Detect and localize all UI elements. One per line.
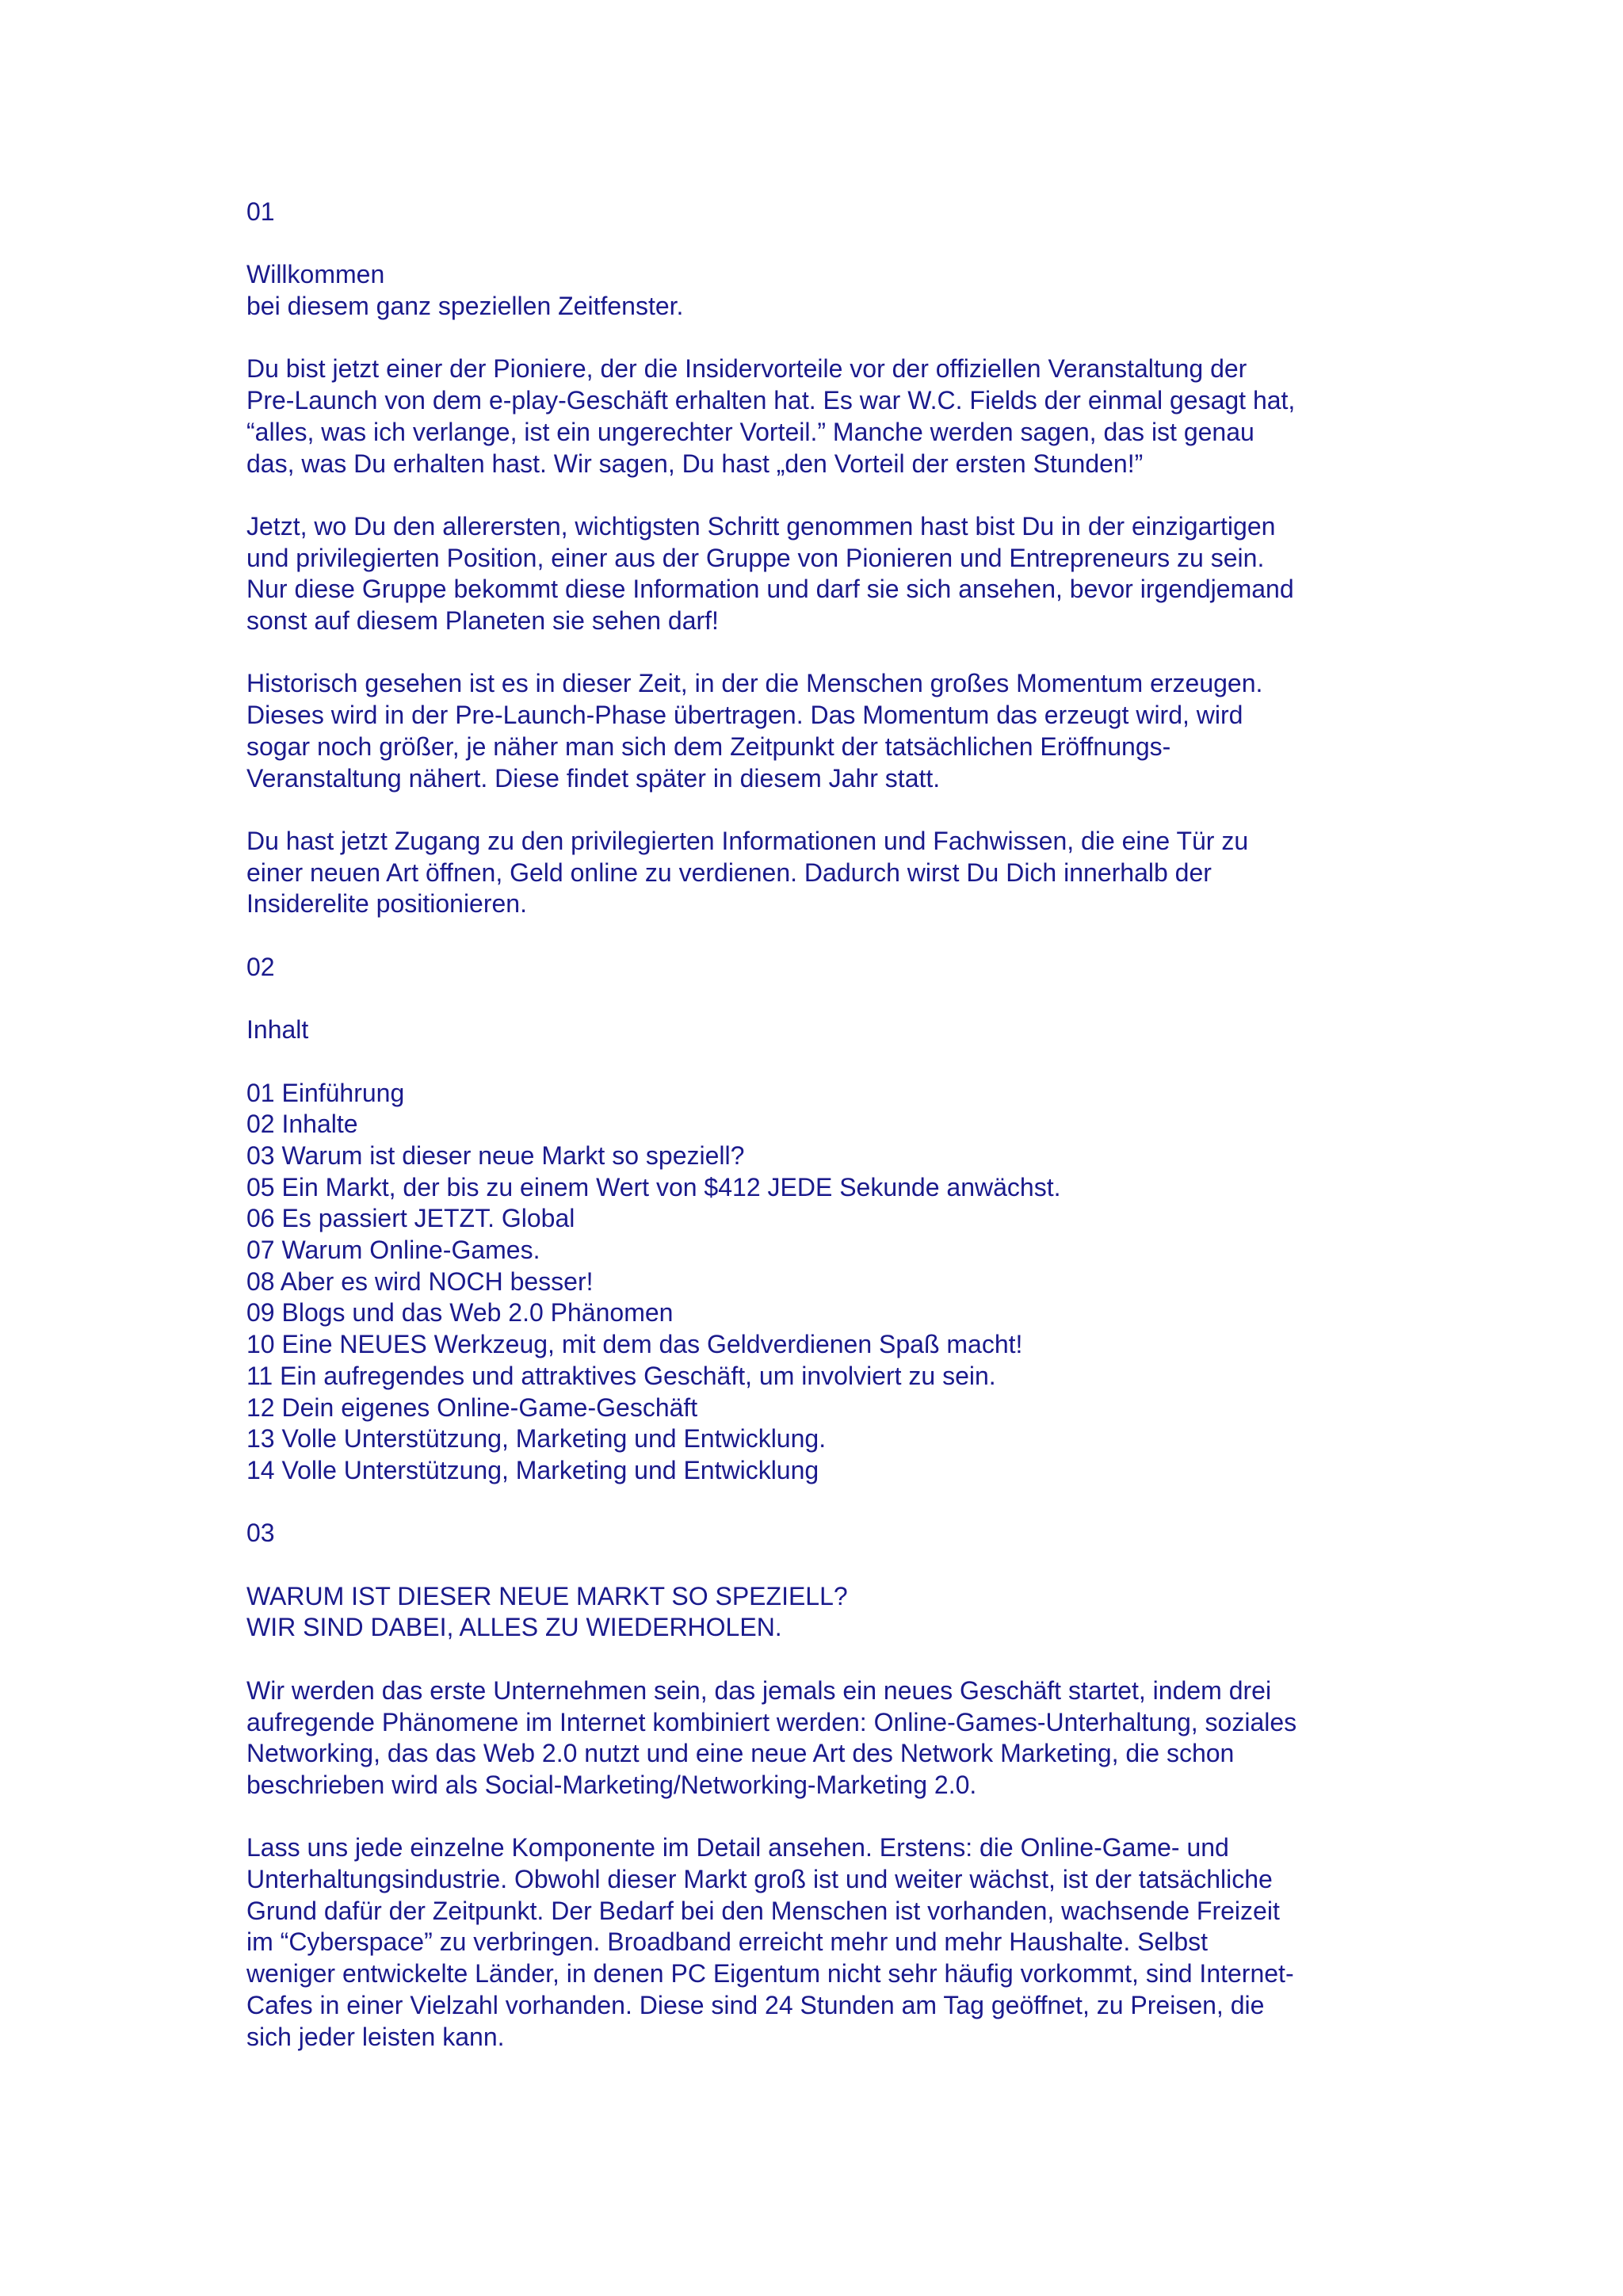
paragraph	[246, 353, 1403, 479]
toc-item: 14 Volle Unterstützung, Marketing und Entwicklung	[246, 1456, 819, 1484]
heading-line: Willkommen	[246, 260, 385, 289]
toc-item: 05 Ein Markt, der bis zu einem Wert von $412 JEDE Sekunde anwächst.	[246, 1172, 1061, 1201]
section-01-heading	[246, 259, 1403, 322]
heading-line: Inhalt	[246, 1015, 309, 1045]
text-line: beschrieben wird als Social-Marketing/Networking-Marketing 2.0.	[246, 1770, 977, 1799]
toc-item: 07 Warum Online-Games.	[246, 1236, 540, 1265]
toc-item: 13 Volle Unterstützung, Marketing und Entwicklung.	[246, 1424, 827, 1454]
text-line: sogar noch größer, je näher man sich dem Zeitpunkt der tatsächlichen Eröffnungs-	[246, 732, 1171, 761]
section-03-heading	[246, 1581, 1403, 1644]
text-line: Wir werden das erste Unternehmen sein, das jemals ein neues Geschäft startet, indem drei	[246, 1675, 1272, 1705]
text-line: Networking, das das Web 2.0 nutzt und eine neue Art des Network Marketing, die schon	[246, 1739, 1235, 1768]
toc-item: 11 Ein aufregendes und attraktives Geschäft, um involviert zu sein.	[246, 1361, 996, 1390]
toc-item: 08 Aber es wird NOCH besser!	[246, 1266, 594, 1296]
text-line: Du hast jetzt Zugang zu den privilegierten Informationen und Fachwissen, die eine Tür zu	[246, 826, 1249, 855]
heading-line: WIR SIND DABEI, ALLES ZU WIEDERHOLEN.	[246, 1613, 782, 1642]
text-line: Pre-Launch von dem e-play-Geschäft erhalten hat. Es war W.C. Fields der einmal gesagt hat,	[246, 386, 1296, 415]
paragraph	[246, 668, 1403, 794]
toc-item: 03 Warum ist dieser neue Markt so speziell?	[246, 1140, 745, 1170]
toc-item: 02 Inhalte	[246, 1110, 358, 1139]
text-line: das, was Du erhalten hast. Wir sagen, Du hast „den Vorteil der ersten Stunden!”	[246, 449, 1144, 478]
text-line: Jetzt, wo Du den allerersten, wichtigsten Schritt genommen hast bist Du in der einzigartigen	[246, 511, 1276, 541]
text-line: einer neuen Art öffnen, Geld online zu verdienen. Dadurch wirst Du Dich innerhalb der	[246, 858, 1212, 887]
text-line: aufregende Phänomene im Internet kombiniert werden: Online-Games-Unterhaltung, soziales	[246, 1707, 1297, 1736]
toc-item: 09 Blogs und das Web 2.0 Phänomen	[246, 1298, 674, 1328]
toc-item: 10 Eine NEUES Werkzeug, mit dem das Geldverdienen Spaß macht!	[246, 1330, 1023, 1359]
page-number: 03	[246, 1519, 275, 1548]
text-line: im “Cyberspace” zu verbringen. Broadband erreicht mehr und mehr Haushalte. Selbst	[246, 1927, 1209, 1957]
heading-line: WARUM IST DIESER NEUE MARKT SO SPEZIELL?	[246, 1581, 848, 1610]
toc-item: 12 Dein eigenes Online-Game-Geschäft	[246, 1392, 698, 1422]
text-line: Cafes in einer Vielzahl vorhanden. Diese sind 24 Stunden am Tag geöffnet, zu Preisen, die	[246, 1990, 1265, 2019]
paragraph	[246, 826, 1403, 920]
toc-item: 06 Es passiert JETZT. Global	[246, 1204, 575, 1233]
text-line: Veranstaltung nähert. Diese findet später in diesem Jahr statt.	[246, 763, 941, 793]
text-line: “alles, was ich verlange, ist ein ungerechter Vorteil.” Manche werden sagen, das ist genau	[246, 417, 1254, 446]
document-page	[246, 197, 1403, 2084]
table-of-contents	[246, 1078, 1403, 1487]
text-line: und privilegierten Position, einer aus der Gruppe von Pionieren und Entrepreneurs zu sein.	[246, 543, 1265, 572]
text-line: Insiderelite positionieren.	[246, 889, 527, 919]
text-line: Unterhaltungsindustrie. Obwohl dieser Markt groß ist und weiter wächst, ist der tatsächliche	[246, 1865, 1273, 1894]
text-line: Dieses wird in der Pre-Launch-Phase übertragen. Das Momentum das erzeugt wird, wird	[246, 701, 1243, 730]
page-number: 02	[246, 952, 275, 981]
text-line: Grund dafür der Zeitpunkt. Der Bedarf bei den Menschen ist vorhanden, wachsende Freizeit	[246, 1896, 1280, 1925]
text-line: Du bist jetzt einer der Pioniere, der die Insidervorteile vor der offiziellen Veranstaltung der	[246, 354, 1247, 384]
paragraph	[246, 1832, 1403, 2053]
section-03-number	[246, 1518, 1403, 1549]
text-line: Historisch gesehen ist es in dieser Zeit, in der die Menschen großes Momentum erzeugen.	[246, 669, 1263, 698]
section-02-heading	[246, 1014, 1403, 1046]
heading-line: bei diesem ganz speziellen Zeitfenster.	[246, 292, 684, 321]
text-line: weniger entwickelte Länder, in denen PC Eigentum nicht sehr häufig vorkommt, sind Internet-	[246, 1959, 1294, 1988]
text-line: Lass uns jede einzelne Komponente im Detail ansehen. Erstens: die Online-Game- und	[246, 1833, 1229, 1862]
section-02-number	[246, 952, 1403, 984]
paragraph	[246, 511, 1403, 637]
text-line: Nur diese Gruppe bekommt diese Information und darf sie sich ansehen, bevor irgendjemand	[246, 575, 1294, 604]
section-01-number	[246, 197, 1403, 228]
toc-item: 01 Einführung	[246, 1078, 405, 1107]
text-line: sich jeder leisten kann.	[246, 2022, 505, 2051]
page-number: 01	[246, 197, 275, 226]
text-line: sonst auf diesem Planeten sie sehen darf!	[246, 606, 719, 636]
paragraph	[246, 1675, 1403, 1801]
